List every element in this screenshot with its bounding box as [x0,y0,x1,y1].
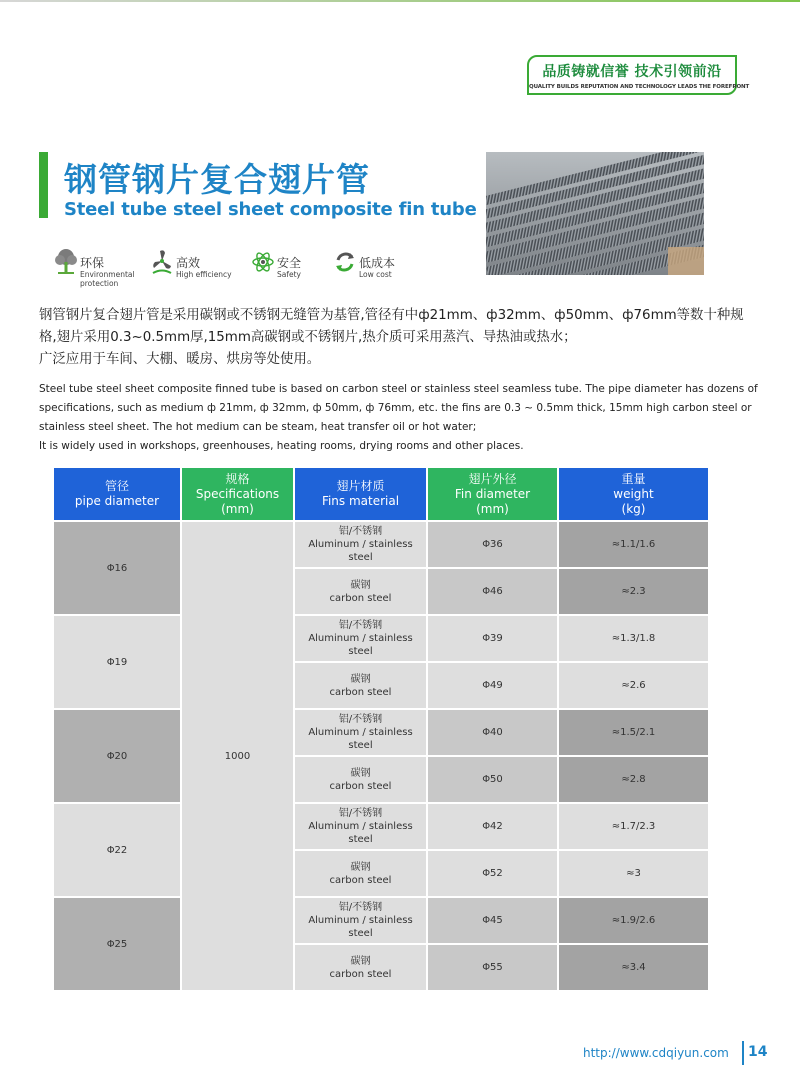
material-en: carbon steel [329,780,392,792]
cell-fin-diameter: Φ52 [428,851,557,896]
header-unit: (mm) [476,501,509,516]
cell-material [295,757,426,802]
material-cn: 铝/不锈钢 [338,902,383,913]
cell-material [295,616,426,661]
page-title: 钢管钢片复合翅片管 [64,160,370,199]
cell-fin-diameter: Φ40 [428,710,557,755]
cell-material [295,945,426,990]
feature-label-en: Low cost [359,270,392,279]
cell-weight: ≈2.8 [559,757,708,802]
header-unit: (kg) [621,501,646,516]
cell-material [295,804,426,849]
cell-fin-diameter: Φ42 [428,804,557,849]
header-en: Fin diameter [454,486,531,501]
cell-weight: ≈2.6 [559,663,708,708]
header-cn: 翅片材质 [336,479,385,493]
cell-fin-diameter: Φ50 [428,757,557,802]
product-photo [486,152,704,275]
material-en: carbon steel [329,592,392,604]
fin-tubes-image [486,152,704,275]
header-weight [559,468,708,520]
table-row [54,898,708,943]
description-cn-line: 广泛应用于车间、大棚、暖房、烘房等处使用。 [39,352,321,367]
page-subtitle: Steel tube steel sheet composite fin tube [64,199,477,220]
header-en: Fins material [321,494,400,508]
material-en: Aluminum / stainless steel [308,821,413,845]
feature-label-en: Safety [277,270,301,279]
material-en: Aluminum / stainless steel [308,539,413,563]
cell-material [295,710,426,755]
cell-fin-diameter: Φ49 [428,663,557,708]
description-cn [39,305,754,371]
cell-material [295,663,426,708]
material-en: carbon steel [329,874,392,886]
table-row [54,522,708,567]
cell-material [295,569,426,614]
slogan-en: QUALITY BUILDS REPUTATION AND TECHNOLOGY LEADS THE FOREFRONT [529,84,750,90]
description-cn-line: 钢管钢片复合翅片管是采用碳钢或不锈钢无缝管为基管,管径有中ф21mm、ф32mm、ф50mm、ф76mm等数十种规 [39,308,744,323]
material-cn: 碳钢 [350,955,371,967]
cell-weight: ≈1.9/2.6 [559,898,708,943]
material-cn: 碳钢 [350,767,371,779]
header-en: weight [613,486,654,501]
description-en-line: stainless steel sheet. The hot medium can be steam, heat transfer oil or hot water; [39,421,477,433]
feature-label-en: Environmental protection [80,270,135,288]
table-row [54,616,708,661]
material-en: carbon steel [329,686,392,698]
description-en [39,380,769,456]
cell-fin-diameter: Φ45 [428,898,557,943]
slogan-cn: 品质铸就信誉 技术引领前沿 [542,64,722,80]
feature-safety [251,246,331,291]
cell-diameter: Φ20 [54,710,180,802]
header-en: pipe diameter [74,494,160,508]
page-number: 14 [748,1044,768,1060]
table-header-row [54,468,708,520]
feature-label-cn: 环保 [80,256,105,270]
header-pipe-diameter [54,468,180,520]
material-en: carbon steel [329,968,392,980]
atom-icon [251,248,275,276]
cell-material [295,898,426,943]
feature-efficiency [150,246,240,291]
cell-fin-diameter: Φ36 [428,522,557,567]
header-en: Specifications [195,486,280,501]
footer-divider [742,1041,744,1065]
fan-icon [150,248,174,276]
header-cn: 规格 [225,471,250,486]
recycle-icon [333,248,357,276]
slogan-badge [527,55,750,95]
material-cn: 碳钢 [350,861,371,873]
cell-fin-diameter: Φ46 [428,569,557,614]
material-cn: 铝/不锈钢 [338,808,383,819]
material-en: Aluminum / stainless steel [308,915,413,939]
description-cn-line: 格,翅片采用0.3~0.5mm厚,15mm高碳钢或不锈钢片,热介质可采用蒸汽、导热油或热水； [39,330,577,345]
material-cn: 碳钢 [350,579,371,591]
header-fins-material [295,468,426,520]
cell-diameter: Φ16 [54,522,180,614]
cell-weight: ≈1.5/2.1 [559,710,708,755]
cell-weight: ≈1.3/1.8 [559,616,708,661]
spec-table [52,466,710,992]
cell-weight: ≈3 [559,851,708,896]
material-cn: 铝/不锈钢 [338,714,383,725]
feature-environmental [54,246,144,291]
feature-low-cost [333,246,413,291]
cell-fin-diameter: Φ55 [428,945,557,990]
feature-label-cn: 低成本 [359,256,396,270]
cell-weight: ≈1.1/1.6 [559,522,708,567]
header-unit: (mm) [221,501,254,516]
material-cn: 碳钢 [350,673,371,685]
cell-material [295,522,426,567]
feature-label-cn: 高效 [176,256,201,270]
website-link[interactable]: http://www.cdqiyun.com [583,1046,729,1060]
header-cn: 重量 [621,471,646,486]
table-row [54,710,708,755]
cell-diameter: Φ22 [54,804,180,896]
description-en-line: Steel tube steel sheet composite finned tube is based on carbon steel or stainless steel seamless tube. The pipe diameter has dozens of [39,383,758,395]
description-en-line: specifications, such as medium ф 21mm, ф 32mm, ф 50mm, ф 76mm, etc. the fins are 0.3 ~ 0.5mm thick, 15mm high carbon steel or [39,402,752,414]
header-cn: 翅片外径 [468,471,517,486]
cell-diameter: Φ19 [54,616,180,708]
title-accent-bar [39,152,48,218]
header-cn: 管径 [104,479,129,493]
header-fin-diameter [428,468,557,520]
material-en: Aluminum / stainless steel [308,727,413,751]
table-row [54,804,708,849]
cell-weight: ≈3.4 [559,945,708,990]
description-en-line: It is widely used in workshops, greenhouses, heating rooms, drying rooms and other places. [39,440,524,452]
material-en: Aluminum / stainless steel [308,633,413,657]
cell-material [295,851,426,896]
material-cn: 铝/不锈钢 [338,620,383,631]
cell-weight: ≈2.3 [559,569,708,614]
cell-diameter: Φ25 [54,898,180,990]
cell-weight: ≈1.7/2.3 [559,804,708,849]
feature-label-en: High efficiency [176,270,232,279]
material-cn: 铝/不锈钢 [338,526,383,537]
cell-spec: 1000 [182,522,293,990]
top-rule [0,0,800,2]
tree-icon [54,248,78,276]
feature-label-cn: 安全 [277,256,302,270]
cell-fin-diameter: Φ39 [428,616,557,661]
header-specifications [182,468,293,520]
